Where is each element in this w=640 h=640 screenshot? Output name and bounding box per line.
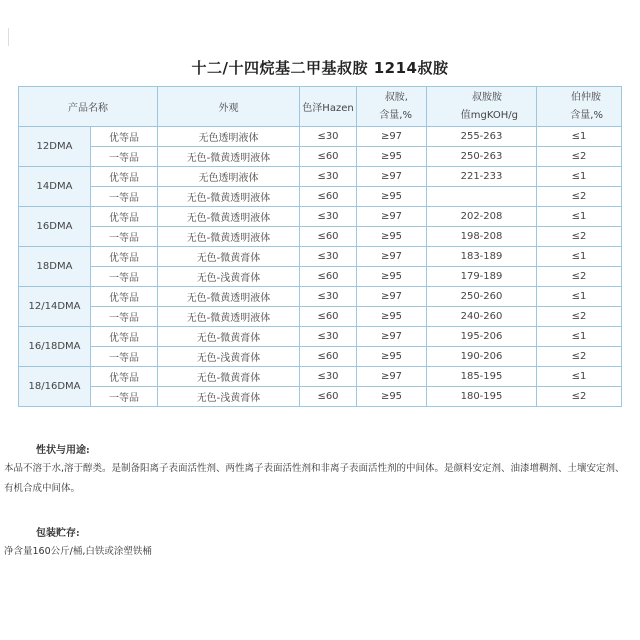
appearance-cell: 无色-微黄透明液体 — [158, 207, 300, 227]
amine-value-cell: 250-263 — [427, 147, 537, 167]
appearance-cell: 无色透明液体 — [158, 167, 300, 187]
color-cell: ≤30 — [300, 287, 357, 307]
primary-amine-cell: ≤1 — [537, 127, 622, 147]
color-cell: ≤30 — [300, 167, 357, 187]
grade-cell: 优等品 — [91, 247, 158, 267]
table-row — [19, 307, 622, 327]
amine-value-cell: 195-206 — [427, 327, 537, 347]
product-name-cell: 12/14DMA — [19, 287, 91, 327]
table-row — [19, 187, 622, 207]
appearance-cell: 无色-微黄透明液体 — [158, 187, 300, 207]
appearance-cell: 无色-浅黄膏体 — [158, 387, 300, 407]
primary-amine-cell: ≤1 — [537, 367, 622, 387]
amine-content-cell: ≥97 — [357, 127, 427, 147]
table-row — [19, 387, 622, 407]
grade-cell: 优等品 — [91, 367, 158, 387]
grade-cell: 优等品 — [91, 327, 158, 347]
color-cell: ≤60 — [300, 227, 357, 247]
grade-cell: 优等品 — [91, 167, 158, 187]
amine-value-cell: 240-260 — [427, 307, 537, 327]
appearance-cell: 无色-微黄透明液体 — [158, 287, 300, 307]
primary-amine-cell: ≤1 — [537, 327, 622, 347]
table-row — [19, 327, 622, 347]
properties-heading: 性状与用途: — [36, 445, 90, 456]
amine-content-cell: ≥97 — [357, 207, 427, 227]
primary-amine-cell: ≤2 — [537, 147, 622, 167]
grade-cell: 优等品 — [91, 127, 158, 147]
header-primary-line1: 伯仲胺 — [571, 91, 601, 103]
header-amine-line1: 叔胺, — [384, 91, 408, 103]
table-row — [19, 247, 622, 267]
amine-content-cell: ≥97 — [357, 247, 427, 267]
color-cell: ≤60 — [300, 187, 357, 207]
amine-value-cell: 185-195 — [427, 367, 537, 387]
grade-cell: 一等品 — [91, 347, 158, 367]
amine-content-cell: ≥97 — [357, 367, 427, 387]
grade-cell: 优等品 — [91, 207, 158, 227]
amine-value-cell: 183-189 — [427, 247, 537, 267]
primary-amine-cell: ≤2 — [537, 307, 622, 327]
appearance-cell: 无色-微黄膏体 — [158, 367, 300, 387]
color-cell: ≤30 — [300, 247, 357, 267]
table-body — [19, 127, 622, 407]
product-name-cell: 16DMA — [19, 207, 91, 247]
amine-content-cell: ≥97 — [357, 327, 427, 347]
product-name-cell: 14DMA — [19, 167, 91, 207]
color-cell: ≤30 — [300, 207, 357, 227]
amine-value-cell: 179-189 — [427, 267, 537, 287]
amine-content-cell: ≥97 — [357, 167, 427, 187]
appearance-cell: 无色-微黄膏体 — [158, 247, 300, 267]
primary-amine-cell: ≤2 — [537, 227, 622, 247]
amine-content-cell: ≥95 — [357, 267, 427, 287]
amine-value-cell: 180-195 — [427, 387, 537, 407]
grade-cell: 一等品 — [91, 267, 158, 287]
table-row — [19, 227, 622, 247]
appearance-cell: 无色-微黄膏体 — [158, 327, 300, 347]
primary-amine-cell: ≤1 — [537, 167, 622, 187]
table-row — [19, 367, 622, 387]
primary-amine-cell: ≤2 — [537, 387, 622, 407]
header-amine-content — [357, 87, 427, 127]
color-cell: ≤30 — [300, 127, 357, 147]
primary-amine-cell: ≤1 — [537, 287, 622, 307]
header-product: 产品名称 — [19, 87, 158, 127]
amine-content-cell: ≥95 — [357, 147, 427, 167]
table-row — [19, 147, 622, 167]
color-cell: ≤60 — [300, 387, 357, 407]
packaging-text: 净含量160公斤/桶,白铁或涂塑铁桶 — [4, 546, 152, 557]
header-value-line2: 值mgKOH/g — [460, 109, 518, 121]
table-row — [19, 127, 622, 147]
header-amine-line2: 含量,% — [379, 109, 412, 121]
amine-value-cell: 255-263 — [427, 127, 537, 147]
header-primary-amine — [537, 87, 622, 127]
appearance-cell: 无色-浅黄膏体 — [158, 267, 300, 287]
amine-value-cell: 198-208 — [427, 227, 537, 247]
product-name-cell: 16/18DMA — [19, 327, 91, 367]
grade-cell: 一等品 — [91, 387, 158, 407]
color-cell: ≤60 — [300, 147, 357, 167]
properties-text: 本品不溶于水,溶于醇类。是制备阳离子表面活性剂、两性离子表面活性剂和非离子表面活性剂的中间体。是颜料安定剂、油漆增稠剂、土壤安定剂、有机合成中间体。 — [4, 463, 625, 494]
amine-value-cell: 202-208 — [427, 207, 537, 227]
amine-value-cell: 250-260 — [427, 287, 537, 307]
amine-value-cell: 190-206 — [427, 347, 537, 367]
page-title: 十二/十四烷基二甲基叔胺 1214叔胺 — [191, 59, 449, 77]
primary-amine-cell: ≤2 — [537, 187, 622, 207]
primary-amine-cell: ≤1 — [537, 207, 622, 227]
color-cell: ≤30 — [300, 327, 357, 347]
table-row — [19, 347, 622, 367]
amine-content-cell: ≥97 — [357, 287, 427, 307]
color-cell: ≤60 — [300, 307, 357, 327]
amine-content-cell: ≥95 — [357, 227, 427, 247]
header-appearance: 外观 — [158, 87, 300, 127]
appearance-cell: 无色-微黄透明液体 — [158, 307, 300, 327]
amine-content-cell: ≥95 — [357, 347, 427, 367]
appearance-cell: 无色-微黄透明液体 — [158, 147, 300, 167]
table-row — [19, 207, 622, 227]
spec-table — [18, 86, 622, 407]
grade-cell: 优等品 — [91, 287, 158, 307]
table-row — [19, 267, 622, 287]
primary-amine-cell: ≤1 — [537, 247, 622, 267]
appearance-cell: 无色-浅黄膏体 — [158, 347, 300, 367]
grade-cell: 一等品 — [91, 307, 158, 327]
product-name-cell: 12DMA — [19, 127, 91, 167]
primary-amine-cell: ≤2 — [537, 267, 622, 287]
appearance-cell: 无色透明液体 — [158, 127, 300, 147]
amine-content-cell: ≥95 — [357, 387, 427, 407]
header-color: 色泽Hazen — [300, 87, 357, 127]
product-name-cell: 18/16DMA — [19, 367, 91, 407]
product-name-cell: 18DMA — [19, 247, 91, 287]
table-header-row — [19, 87, 622, 127]
amine-value-cell — [427, 187, 537, 207]
grade-cell: 一等品 — [91, 227, 158, 247]
header-amine-value — [427, 87, 537, 127]
table-row — [19, 167, 622, 187]
amine-content-cell: ≥95 — [357, 307, 427, 327]
header-value-line1: 叔胺胺 — [472, 91, 502, 103]
color-cell: ≤60 — [300, 267, 357, 287]
color-cell: ≤60 — [300, 347, 357, 367]
appearance-cell: 无色-微黄透明液体 — [158, 227, 300, 247]
packaging-heading: 包装贮存: — [36, 528, 80, 539]
amine-content-cell: ≥95 — [357, 187, 427, 207]
amine-value-cell: 221-233 — [427, 167, 537, 187]
grade-cell: 一等品 — [91, 187, 158, 207]
header-primary-line2: 含量,% — [570, 109, 603, 121]
primary-amine-cell: ≤2 — [537, 347, 622, 367]
left-edge-rule — [8, 28, 9, 46]
color-cell: ≤30 — [300, 367, 357, 387]
table-row — [19, 287, 622, 307]
grade-cell: 一等品 — [91, 147, 158, 167]
